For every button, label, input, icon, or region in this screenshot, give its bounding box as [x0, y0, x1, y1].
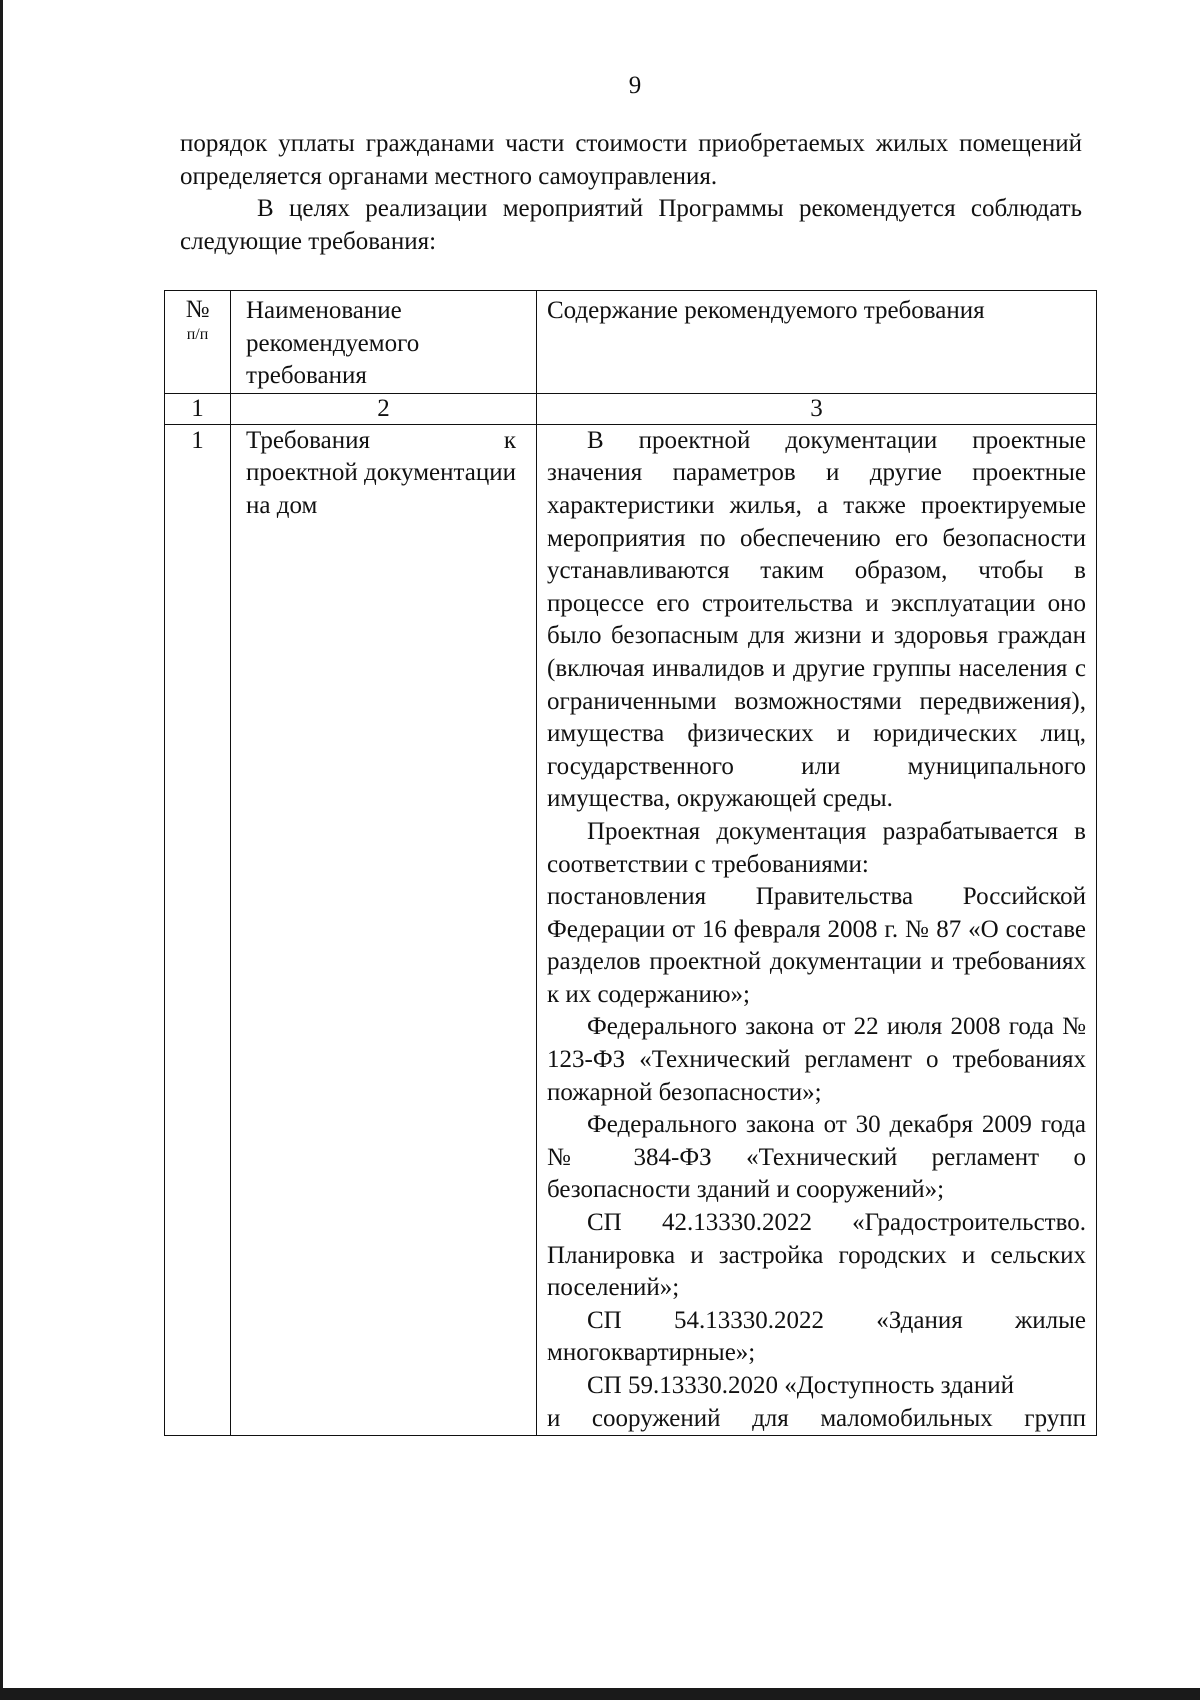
row-number: 1	[165, 424, 231, 1435]
intro-paragraph-2: В целях реализации мероприятий Программы рекомендуется соблюдать следующие требования:	[180, 195, 1082, 255]
table-row	[165, 424, 1097, 1435]
content-paragraph: Федерального закона от 30 декабря 2009 года № 384-ФЗ «Технический регламент о безопасности зданий и сооружений»;	[547, 1111, 1086, 1204]
content-paragraph: постановления Правительства Российской Федерации от 16 февраля 2008 г. № 87 «О составе разделов проектной документации и требованиях к их содержанию»;	[547, 883, 1086, 1008]
requirements-table	[164, 290, 1097, 1436]
scan-bottom-edge	[0, 1688, 1200, 1700]
row-content	[537, 424, 1097, 1435]
content-paragraph-cut: и сооружений для маломобильных групп	[547, 1404, 1086, 1432]
row-name-rest: проектной документации на дом	[246, 459, 516, 519]
page-number: 9	[628, 72, 642, 99]
row-name	[231, 424, 537, 1435]
content-paragraph: Федерального закона от 22 июля 2008 года № 123-ФЗ «Технический регламент о требованиях пожарной безопасности»;	[547, 1013, 1086, 1106]
header-name: Наименование рекомендуемого требования	[231, 291, 537, 394]
content-paragraph: Проектная документация разрабатывается в соответствии с требованиями:	[547, 817, 1086, 878]
header-content: Содержание рекомендуемого требования	[537, 291, 1097, 394]
scan-left-edge	[0, 0, 3, 1700]
row-name-line-1: Требования к	[246, 426, 516, 454]
content-paragraph: В проектной документации проектные значения параметров и другие проектные характеристики жилья, а также проектируемые мероприятия по обеспечению его безопасности устанавливаются таким образом, чтобы в процессе его строительства и эксплуатации оно было безопасным для жизни и здоровья граждан (включая инвалидов и другие группы населения с ограниченными возможностями передвижения), имущества физических и юридических лиц, государственного или муниципального имущества, окружающей среды.	[547, 426, 1086, 813]
column-number-3: 3	[537, 393, 1097, 424]
intro-text	[180, 128, 1082, 258]
intro-paragraph-1: порядок уплаты гражданами части стоимости приобретаемых жилых помещений определяется органами местного самоуправления.	[180, 130, 1082, 190]
content-paragraph: СП 59.13330.2020 «Доступность зданий	[587, 1372, 1015, 1399]
content-paragraph: СП 42.13330.2022 «Градостроительство. Планировка и застройка городских и сельских поселений»;	[547, 1209, 1086, 1302]
header-number-sub: п/п	[186, 326, 209, 343]
column-number-row	[165, 393, 1097, 424]
column-number-2: 2	[231, 393, 537, 424]
header-number	[165, 291, 231, 394]
content-paragraph: СП 54.13330.2022 «Здания жилые многоквартирные»;	[547, 1306, 1086, 1367]
header-number-sign: №	[185, 296, 210, 323]
table-header-row	[165, 291, 1097, 394]
column-number-1: 1	[165, 393, 231, 424]
